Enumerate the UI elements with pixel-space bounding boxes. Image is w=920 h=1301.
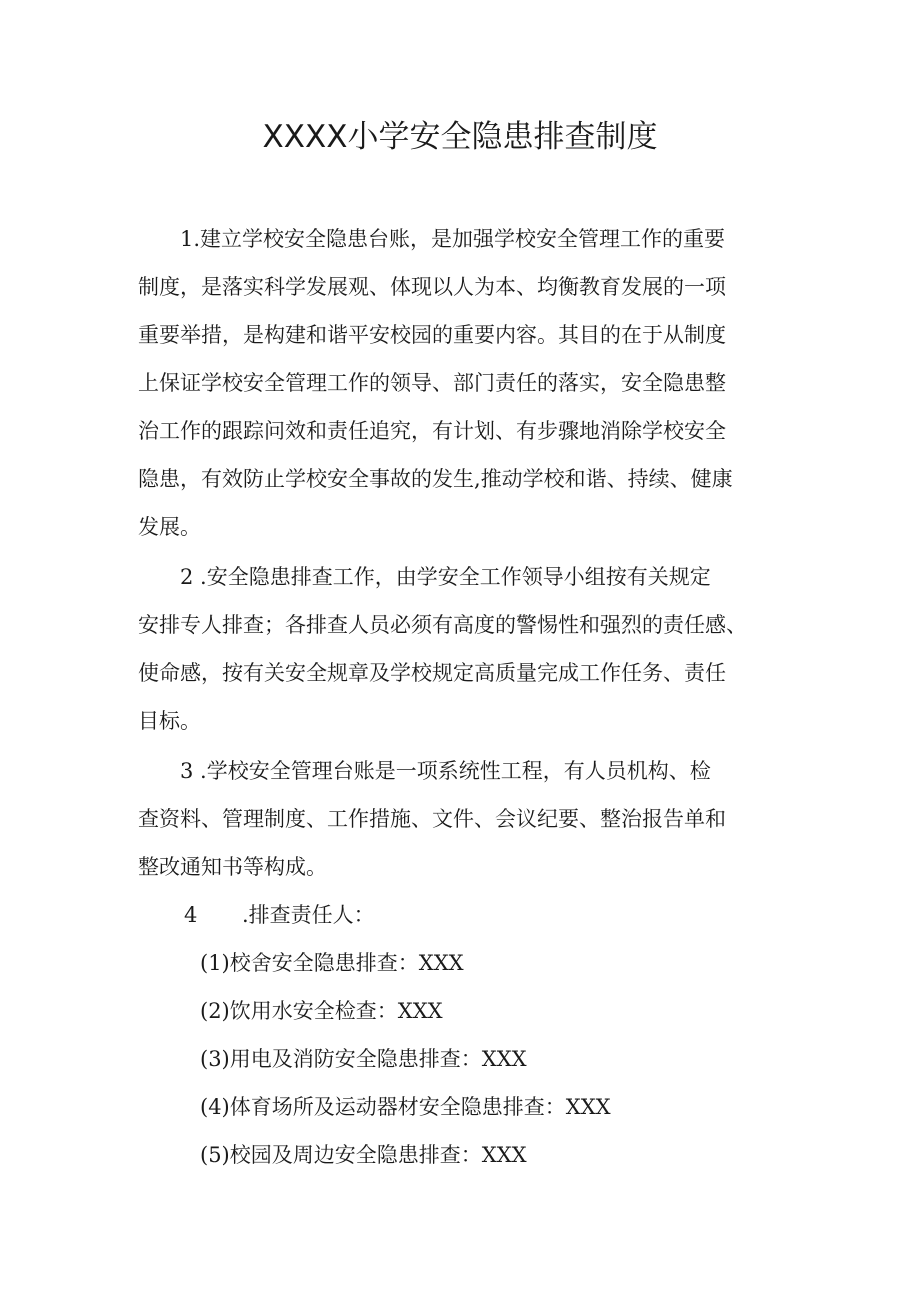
list-item: (5)校园及周边安全隐患排查：XXX xyxy=(200,1143,527,1167)
section3-line-3: 整改通知书等构成。 xyxy=(138,855,327,879)
section1-line-5: 治工作的跟踪问效和责任追究，有计划、有步骤地消除学校安全 xyxy=(138,419,726,443)
list-item: (4)体育场所及运动器材安全隐患排查：XXX xyxy=(200,1095,611,1119)
section2-line-3: 使命感，按有关安全规章及学校规定高质量完成工作任务、责任 xyxy=(138,661,726,685)
section4-number: 4 xyxy=(184,903,198,927)
section2-line-1: 2 .安全隐患排查工作，由学安全工作领导小组按有关规定 xyxy=(180,565,711,589)
section1-line-4: 上保证学校安全管理工作的领导、部门责任的落实，安全隐患整 xyxy=(138,371,726,395)
section1-line-7: 发展。 xyxy=(138,515,201,539)
section3-line-2: 查资料、管理制度、工作措施、文件、会议纪要、整治报告单和 xyxy=(138,807,726,831)
list-item: (1)校舍安全隐患排查：XXX xyxy=(200,951,464,975)
section2-line-4: 目标。 xyxy=(138,709,201,733)
section1-line-6: 隐患，有效防止学校安全事故的发生,推动学校和谐、持续、健康 xyxy=(138,467,733,491)
section1-line-1: 1.建立学校安全隐患台账，是加强学校安全管理工作的重要 xyxy=(180,227,726,251)
section2-line-2: 安排专人排查；各排查人员必须有高度的警惕性和强烈的责任感、 xyxy=(138,613,747,637)
section4-heading: .排查责任人： xyxy=(242,903,375,927)
section1-line-2: 制度，是落实科学发展观、体现以人为本、均衡教育发展的一项 xyxy=(138,275,726,299)
list-item: (2)饮用水安全检查：XXX xyxy=(200,999,443,1023)
section1-line-3: 重要举措，是构建和谐平安校园的重要内容。其目的在于从制度 xyxy=(138,323,726,347)
list-item: (3)用电及消防安全隐患排查：XXX xyxy=(200,1047,527,1071)
section3-line-1: 3 .学校安全管理台账是一项系统性工程，有人员机构、检 xyxy=(180,759,711,783)
document-title: XXXX小学安全隐患排查制度 xyxy=(262,119,658,155)
